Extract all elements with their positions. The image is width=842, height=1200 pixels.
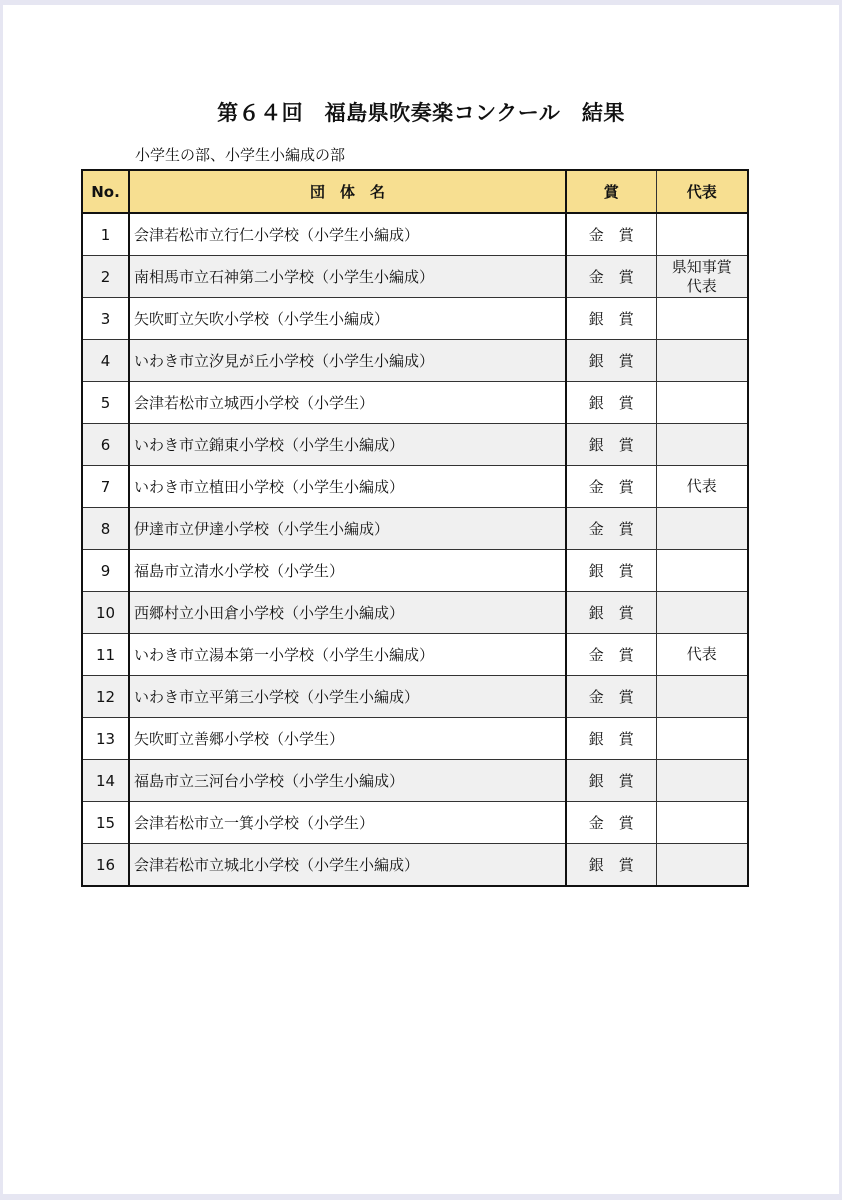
table-row [82, 760, 748, 802]
row-representative: 代表 [656, 466, 748, 508]
row-number: 3 [82, 298, 129, 340]
row-number: 8 [82, 508, 129, 550]
table-row [82, 424, 748, 466]
row-number: 15 [82, 802, 129, 844]
row-representative: 県知事賞 代表 [656, 256, 748, 298]
table-row [82, 340, 748, 382]
row-group-name: いわき市立汐見が丘小学校（小学生小編成） [129, 340, 566, 382]
row-number: 14 [82, 760, 129, 802]
row-group-name: 南相馬市立石神第二小学校（小学生小編成） [129, 256, 566, 298]
table-row [82, 592, 748, 634]
table-row [82, 466, 748, 508]
row-award: 金 賞 [566, 213, 656, 256]
row-representative [656, 340, 748, 382]
table-row [82, 213, 748, 256]
row-representative [656, 424, 748, 466]
row-representative [656, 508, 748, 550]
table-row [82, 802, 748, 844]
row-number: 16 [82, 844, 129, 887]
document-page [3, 5, 839, 1194]
table-row [82, 382, 748, 424]
row-award: 銀 賞 [566, 760, 656, 802]
row-group-name: いわき市立湯本第一小学校（小学生小編成） [129, 634, 566, 676]
row-number: 6 [82, 424, 129, 466]
row-number: 12 [82, 676, 129, 718]
row-representative: 代表 [656, 634, 748, 676]
division-subtitle: 小学生の部、小学生小編成の部 [135, 146, 346, 164]
row-number: 13 [82, 718, 129, 760]
row-group-name: 会津若松市立城北小学校（小学生小編成） [129, 844, 566, 887]
row-representative [656, 213, 748, 256]
table-header-row [82, 170, 748, 213]
row-award: 金 賞 [566, 676, 656, 718]
row-representative [656, 844, 748, 887]
row-representative [656, 298, 748, 340]
row-representative [656, 592, 748, 634]
row-representative [656, 802, 748, 844]
row-award: 金 賞 [566, 634, 656, 676]
row-number: 10 [82, 592, 129, 634]
table-row [82, 634, 748, 676]
row-representative [656, 718, 748, 760]
row-award: 金 賞 [566, 256, 656, 298]
header-representative: 代表 [656, 170, 748, 213]
row-award: 銀 賞 [566, 550, 656, 592]
row-representative [656, 760, 748, 802]
row-award: 金 賞 [566, 508, 656, 550]
header-no: No. [82, 170, 129, 213]
table-row [82, 508, 748, 550]
row-award: 銀 賞 [566, 844, 656, 887]
row-award: 銀 賞 [566, 382, 656, 424]
row-award: 銀 賞 [566, 298, 656, 340]
row-number: 4 [82, 340, 129, 382]
row-number: 1 [82, 213, 129, 256]
row-award: 銀 賞 [566, 424, 656, 466]
table-row [82, 718, 748, 760]
row-representative [656, 550, 748, 592]
row-award: 銀 賞 [566, 592, 656, 634]
table-row [82, 550, 748, 592]
results-table [81, 169, 749, 887]
row-group-name: いわき市立錦東小学校（小学生小編成） [129, 424, 566, 466]
header-group-name: 団 体 名 [129, 170, 566, 213]
row-group-name: 矢吹町立矢吹小学校（小学生小編成） [129, 298, 566, 340]
row-award: 金 賞 [566, 466, 656, 508]
row-group-name: 会津若松市立行仁小学校（小学生小編成） [129, 213, 566, 256]
table-row [82, 298, 748, 340]
results-table-body [82, 213, 748, 886]
row-group-name: 伊達市立伊達小学校（小学生小編成） [129, 508, 566, 550]
row-award: 銀 賞 [566, 340, 656, 382]
row-award: 銀 賞 [566, 718, 656, 760]
row-number: 9 [82, 550, 129, 592]
table-row [82, 676, 748, 718]
document-title: 第６４回 福島県吹奏楽コンクール 結果 [217, 101, 625, 125]
row-number: 2 [82, 256, 129, 298]
row-group-name: 福島市立三河台小学校（小学生小編成） [129, 760, 566, 802]
row-group-name: いわき市立植田小学校（小学生小編成） [129, 466, 566, 508]
row-group-name: 会津若松市立城西小学校（小学生） [129, 382, 566, 424]
table-row [82, 256, 748, 298]
row-number: 7 [82, 466, 129, 508]
row-group-name: 福島市立清水小学校（小学生） [129, 550, 566, 592]
header-award: 賞 [566, 170, 656, 213]
row-number: 11 [82, 634, 129, 676]
table-row [82, 844, 748, 887]
row-number: 5 [82, 382, 129, 424]
row-group-name: いわき市立平第三小学校（小学生小編成） [129, 676, 566, 718]
row-group-name: 矢吹町立善郷小学校（小学生） [129, 718, 566, 760]
row-representative [656, 676, 748, 718]
row-award: 金 賞 [566, 802, 656, 844]
row-group-name: 会津若松市立一箕小学校（小学生） [129, 802, 566, 844]
row-group-name: 西郷村立小田倉小学校（小学生小編成） [129, 592, 566, 634]
row-representative [656, 382, 748, 424]
